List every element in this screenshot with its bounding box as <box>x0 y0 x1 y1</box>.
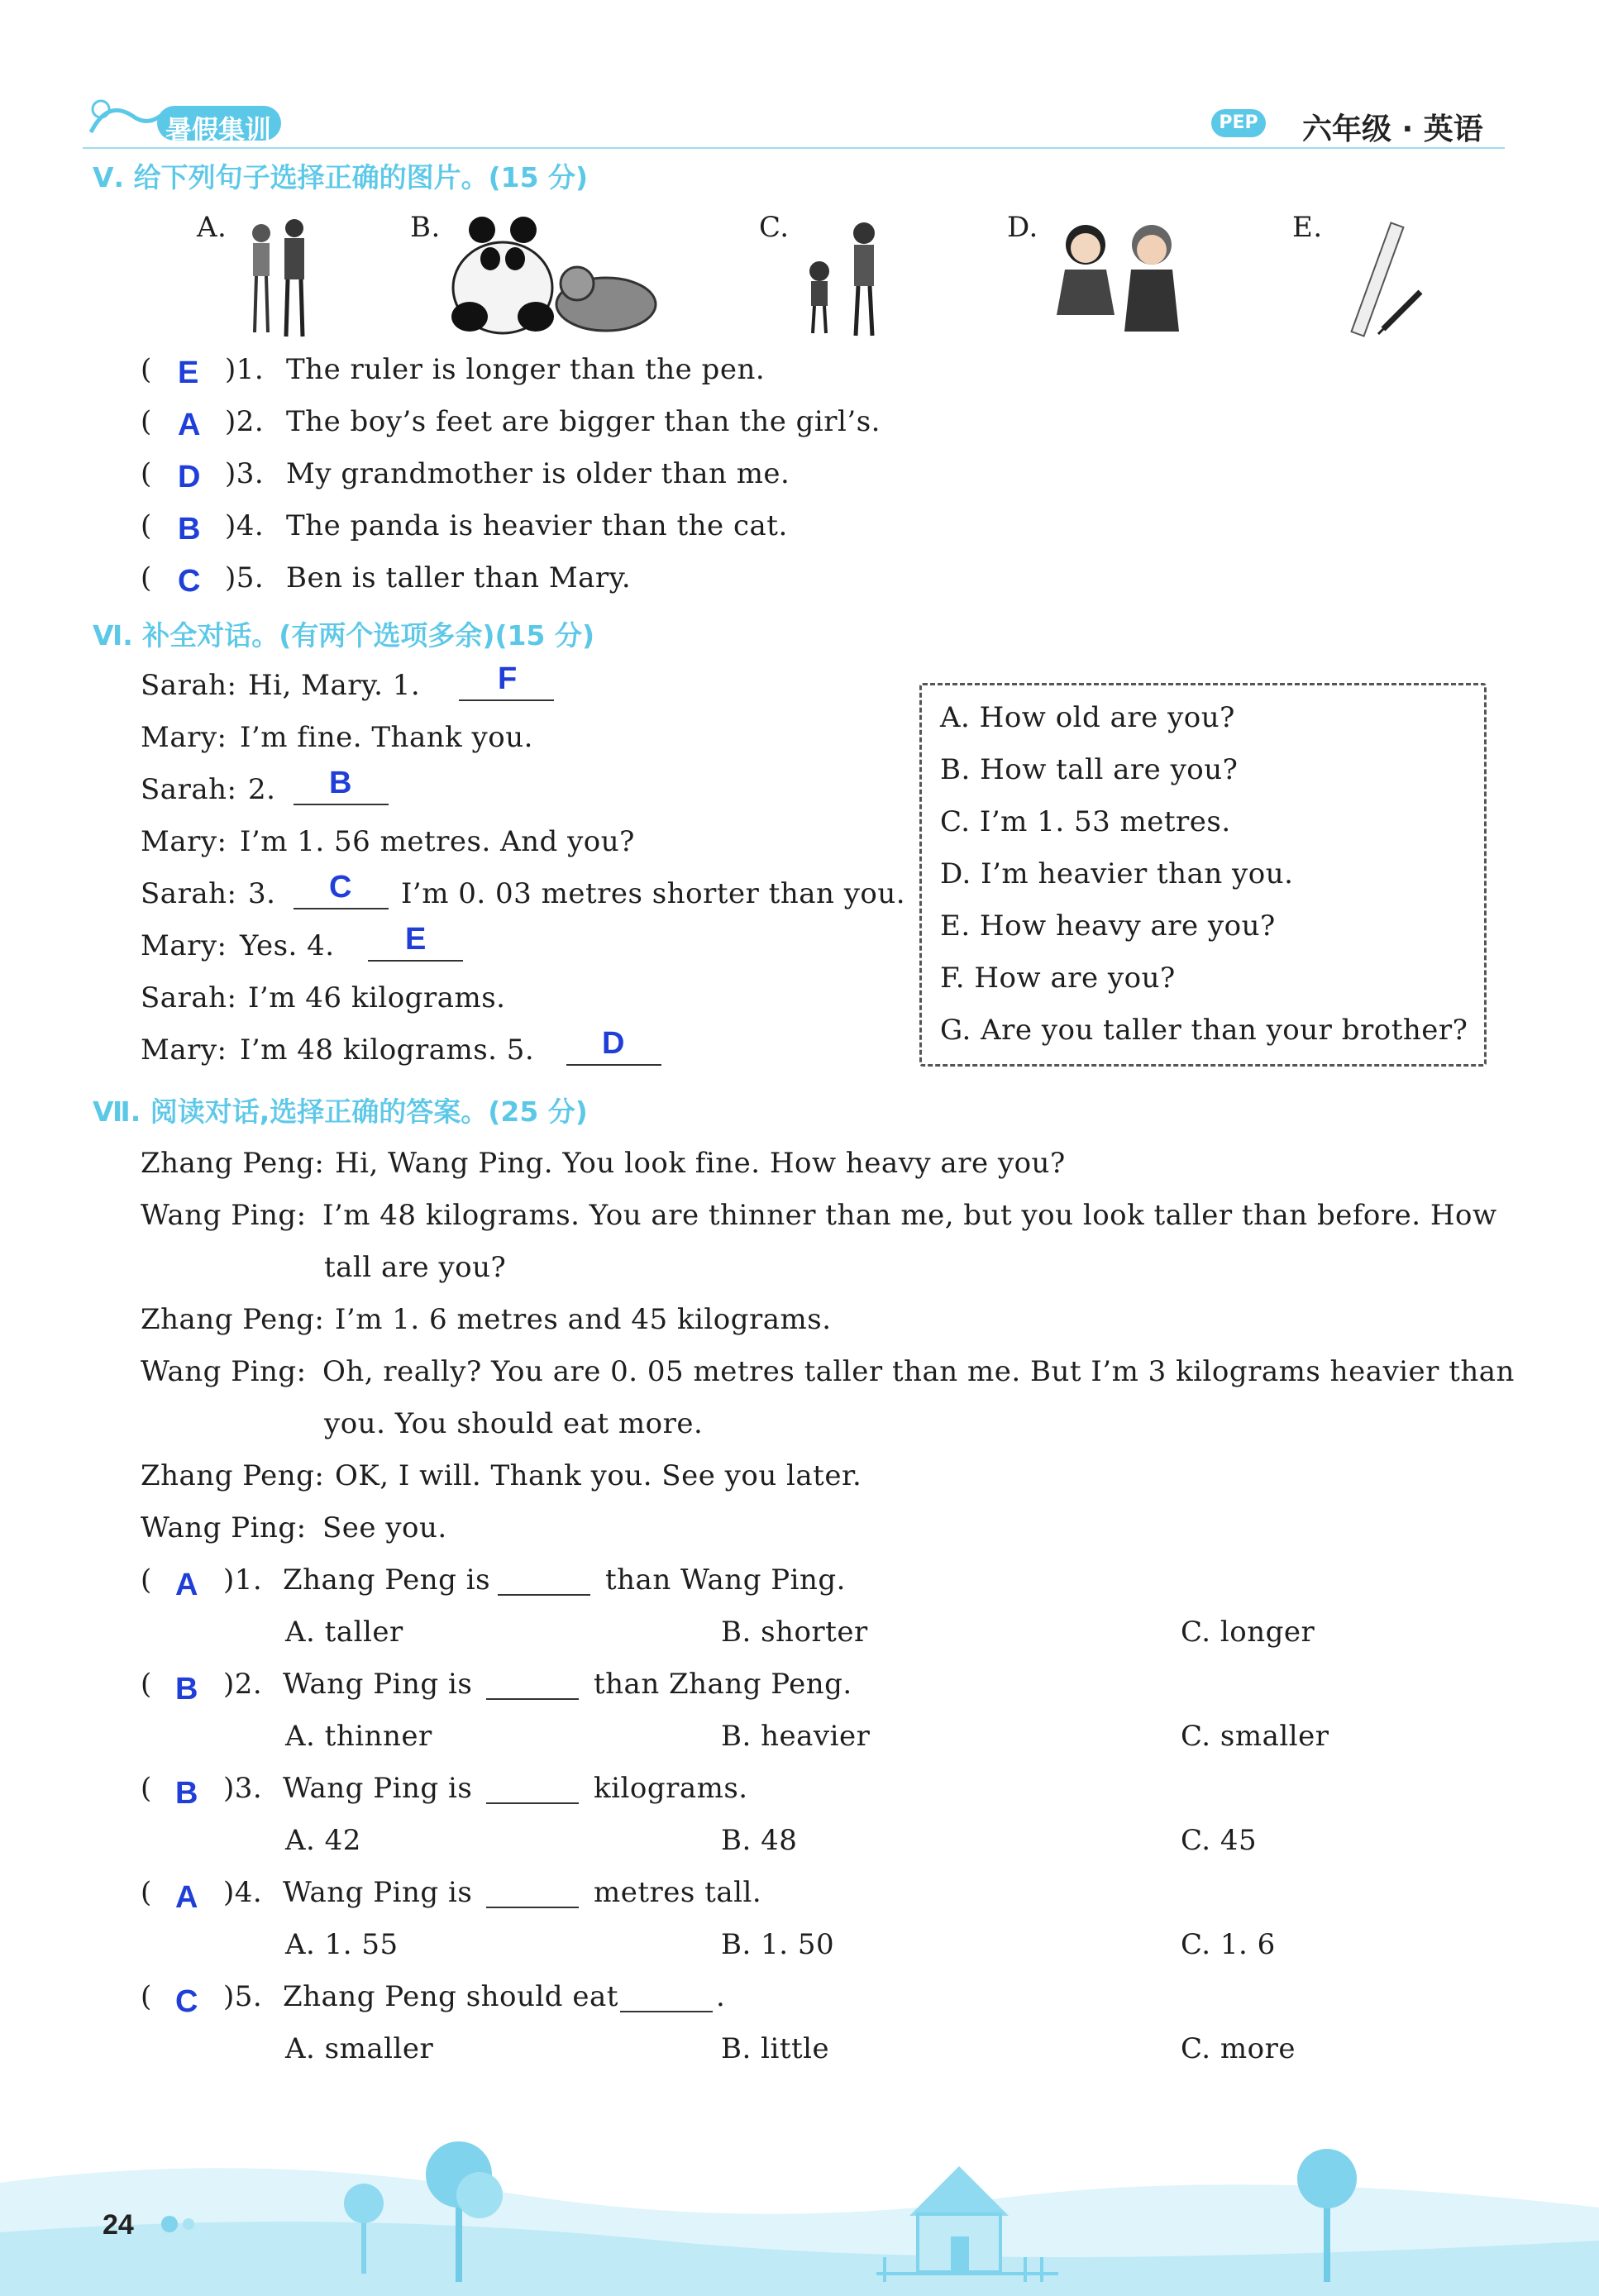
speaker-label: Sarah: <box>141 877 237 910</box>
speaker-label: Zhang Peng: <box>141 1147 325 1180</box>
dialogue-line: Sarah: 2. B <box>141 776 918 817</box>
speaker-label: Sarah: <box>141 773 237 806</box>
dialogue-line: Mary: I’m 1. 56 metres. And you? <box>141 825 635 858</box>
question-row: ( C )5. Zhang Peng should eat . A. smaller B. little C. more <box>141 1980 1296 2065</box>
question-text: The panda is heavier than the cat. <box>286 509 788 542</box>
speaker-label: Sarah: <box>141 669 237 702</box>
speaker-label: Mary: <box>141 1033 227 1067</box>
answer-text: B <box>178 512 201 547</box>
picture-b-label: B. <box>410 211 441 244</box>
answer-blank <box>498 1569 590 1596</box>
option-a: A. 42 <box>285 1824 361 1857</box>
option-b: B. little <box>721 2032 830 2065</box>
speaker-label: Mary: <box>141 929 227 962</box>
dialogue-line: Mary: Yes. 4. E <box>141 932 918 973</box>
option-item: D. I’m heavier than you. <box>940 857 1294 890</box>
section5-title: Ⅴ. 给下列句子选择正确的图片。(15 分) <box>93 161 589 193</box>
footer-decoration <box>0 2117 1599 2296</box>
header <box>83 91 1505 149</box>
dialogue-line: Mary: I’m fine. Thank you. <box>141 721 533 754</box>
question-row: ( A )4. Wang Ping is metres tall. A. 1. 55 B. 1. 50 C. 1. 6 <box>141 1876 1276 1961</box>
option-item: G. Are you taller than your brother? <box>940 1014 1468 1047</box>
speaker-label: Sarah: <box>141 981 237 1014</box>
girl-grandmother-icon <box>1048 220 1193 336</box>
dialogue-line: Sarah: 3. C I’m 0. 03 metres shorter than you. <box>141 870 906 910</box>
list-item: ( D )3. My grandmother is older than me. <box>141 457 790 494</box>
answer-text: B <box>175 1672 198 1706</box>
dialogue <box>141 661 918 1085</box>
dialogue-line: Mary: I’m 48 kilograms. 5. D <box>141 1036 918 1077</box>
speaker-label: Mary: <box>141 825 227 858</box>
answer-text: C <box>175 1984 198 2019</box>
option-c: C. smaller <box>1181 1720 1329 1753</box>
option-item: E. How heavy are you? <box>940 909 1276 943</box>
answer-blank <box>486 1673 579 1700</box>
speaker-label: Wang Ping: <box>141 1355 307 1388</box>
pep-badge: PEP <box>1211 109 1266 137</box>
question-text: Ben is taller than Mary. <box>286 561 632 594</box>
options-box <box>919 683 1487 1067</box>
option-b: B. shorter <box>721 1616 868 1649</box>
option-item: A. How old are you? <box>940 701 1235 734</box>
answer-text: E <box>178 356 199 390</box>
option-item: F. How are you? <box>940 962 1176 995</box>
option-a: A. thinner <box>285 1720 432 1753</box>
list-item: ( E )1. The ruler is longer than the pen. <box>141 353 766 390</box>
ruler-pen-icon <box>1325 222 1433 337</box>
boy-girl-icon <box>236 217 327 341</box>
section7-questions <box>141 1563 1505 2079</box>
page-number: 24 <box>103 2209 134 2241</box>
list-item: ( A )2. The boy’s feet are bigger than the girl’s. <box>141 405 881 442</box>
answer-text: C <box>329 870 352 905</box>
passage: Zhang Peng: Hi, Wang Ping. You look fine. How heavy are you? Wang Ping: I’m 48 kilograms. You are thinner than me, but you look taller than before. How tall are you? Zhang Peng: I’m 1. 6 metres and 45 kilograms. Wang Ping: Oh, really? You are 0. 05 metres taller than me. But I’m 3 kilograms heavier than you. You should eat more. Zhang Peng: OK, I will. Thank you. See you later. Wang Ping: See you. <box>141 1147 1515 1544</box>
list-item: ( C )5. Ben is taller than Mary. <box>141 561 632 599</box>
house-icon <box>909 2166 1009 2272</box>
option-item: C. I’m 1. 53 metres. <box>940 805 1231 838</box>
answer-blank <box>486 1882 579 1908</box>
speaker-label: Zhang Peng: <box>141 1459 325 1492</box>
speaker-label: Mary: <box>141 721 227 754</box>
answer-text: D <box>178 460 201 494</box>
option-a: A. 1. 55 <box>285 1928 399 1961</box>
answer-blank <box>486 1778 579 1804</box>
answer-text: B <box>329 766 352 800</box>
speaker-label: Zhang Peng: <box>141 1303 325 1336</box>
logo-text: 暑假集训 <box>165 114 272 146</box>
panda-cat-icon <box>437 213 660 337</box>
option-b: B. heavier <box>721 1720 871 1753</box>
question-text: The boy’s feet are bigger than the girl’s. <box>286 405 881 438</box>
answer-text: D <box>602 1026 625 1061</box>
answer-text: E <box>405 922 427 957</box>
question-row: ( B )3. Wang Ping is kilograms. A. 42 B. 48 C. 45 <box>141 1772 1258 1857</box>
option-item: B. How tall are you? <box>940 753 1239 786</box>
answer-text: B <box>175 1776 198 1811</box>
option-c: C. longer <box>1181 1616 1315 1649</box>
picture-row <box>197 213 1437 337</box>
option-b: B. 1. 50 <box>721 1928 835 1961</box>
list-item: ( B )4. The panda is heavier than the cat. <box>141 509 788 547</box>
question-text: The ruler is longer than the pen. <box>286 353 766 386</box>
girl-boy-heights-icon <box>796 222 895 337</box>
option-b: B. 48 <box>721 1824 798 1857</box>
speaker-label: Wang Ping: <box>141 1511 307 1544</box>
answer-text: A <box>175 1568 198 1602</box>
option-a: A. taller <box>285 1616 403 1649</box>
answer-text: C <box>178 564 201 599</box>
picture-a-label: A. <box>197 211 227 244</box>
question-row: ( A )1. Zhang Peng is than Wang Ping. A. taller B. shorter C. longer <box>141 1563 1315 1649</box>
question-text: My grandmother is older than me. <box>286 457 790 490</box>
picture-d-label: D. <box>1007 211 1038 244</box>
option-c: C. 1. 6 <box>1181 1928 1276 1961</box>
header-rule <box>83 147 1505 149</box>
dialogue-line: Sarah: Hi, Mary. 1. F <box>141 671 918 713</box>
option-c: C. 45 <box>1181 1824 1258 1857</box>
picture-c-label: C. <box>759 211 790 244</box>
section7-title: Ⅶ. 阅读对话,选择正确的答案。(25 分) <box>93 1095 588 1128</box>
dialogue-line: Sarah: I’m 46 kilograms. <box>141 981 506 1014</box>
speaker-label: Wang Ping: <box>141 1199 307 1232</box>
section6-title: Ⅵ. 补全对话。(有两个选项多余)(15 分) <box>93 619 595 652</box>
picture-e-label: E. <box>1292 211 1323 244</box>
answer-text: F <box>498 661 518 696</box>
question-row: ( B )2. Wang Ping is than Zhang Peng. A. thinner B. heavier C. smaller <box>141 1668 1329 1753</box>
answer-text: A <box>175 1880 198 1915</box>
grade-subject: 六年级 · 英语 <box>1302 112 1483 146</box>
option-c: C. more <box>1181 2032 1296 2065</box>
answer-blank <box>620 1986 713 2012</box>
answer-text: A <box>178 408 201 442</box>
option-a: A. smaller <box>285 2032 434 2065</box>
